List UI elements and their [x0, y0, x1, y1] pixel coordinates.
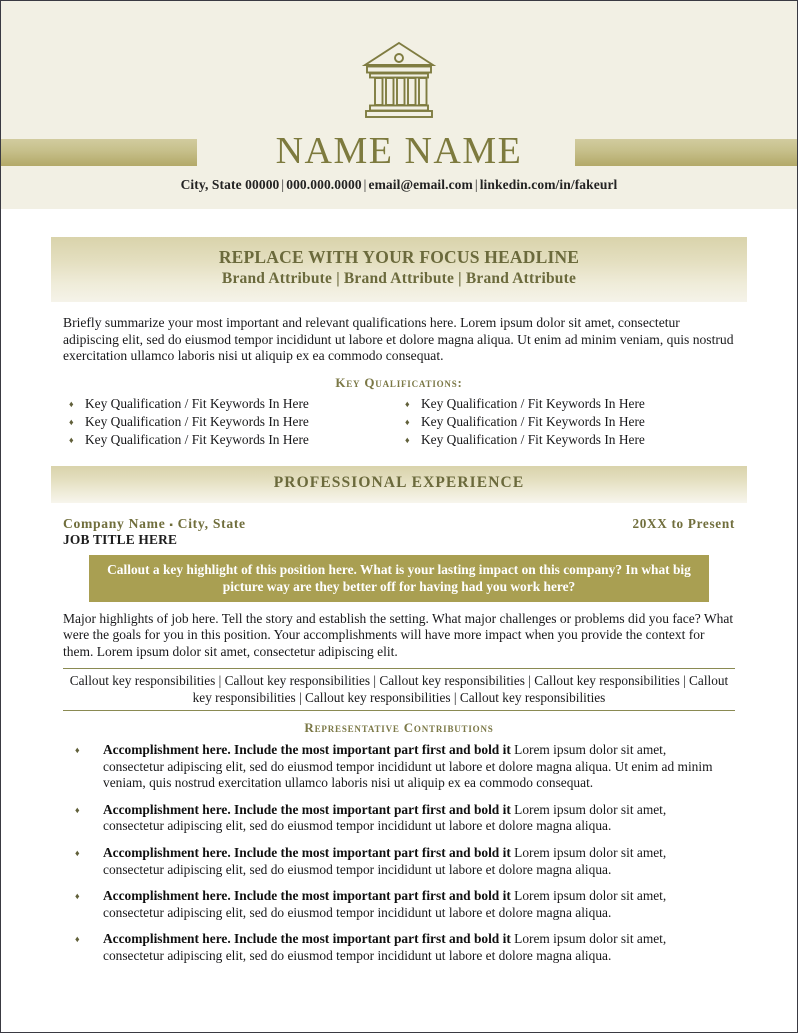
contact-line	[1, 177, 797, 193]
brand-attributes: Brand Attribute | Brand Attribute | Brand Attribute	[221, 270, 577, 287]
list-item	[75, 845, 723, 878]
job-company-location	[63, 516, 246, 532]
focus-headline-band	[51, 237, 747, 302]
list-item	[75, 931, 723, 964]
list-item-label: Key Qualification / Fit Keywords In Here	[85, 431, 309, 447]
list-item	[399, 395, 735, 413]
accomplishment-bold-lead: Accomplishment here. Include the most important part first and bold it	[103, 742, 511, 757]
diamond-bullet-icon: ♦	[405, 434, 410, 445]
list-item-label: Key Qualification / Fit Keywords In Here	[421, 395, 645, 411]
job-title: JOB TITLE HERE	[63, 531, 178, 547]
accomplishment-rest: Lorem ipsum dolor sit amet, consectetur adipiscing elit, sed do eiusmod tempor incididunt ut labore et dolore magna aliqua.	[103, 888, 667, 920]
accomplishment-bold-lead: Accomplishment here. Include the most important part first and bold it	[103, 931, 511, 947]
diamond-bullet-icon: ♦	[75, 804, 80, 815]
diamond-bullet-icon: ♦	[75, 934, 80, 945]
list-item-label: Key Qualification / Fit Keywords In Here	[85, 395, 309, 411]
diamond-bullet-icon: ♦	[69, 398, 74, 409]
diamond-bullet-icon: ♦	[75, 891, 80, 902]
representative-contributions-heading: Representative Contributions	[304, 720, 494, 735]
crest-logo	[1, 35, 797, 127]
contact-phone: 000.000.0000	[286, 177, 362, 192]
diamond-bullet-icon: ♦	[69, 416, 74, 427]
key-qualifications-column-left	[63, 395, 399, 449]
accomplishment-text	[103, 845, 723, 878]
focus-headline: REPLACE WITH YOUR FOCUS HEADLINE	[218, 247, 580, 267]
job-location: City, State	[177, 515, 246, 531]
accomplishment-rest: Lorem ipsum dolor sit amet, consectetur adipiscing elit, sed do eiusmod tempor incididunt ut labore et dolore magna aliqua. Ut enim ad minim veniam, quis nostrud exercitation ullamco laboris nisi ut aliquip ex ea commodo consequat.	[103, 742, 713, 791]
contact-linkedin[interactable]: linkedin.com/in/fakeurl	[479, 177, 618, 192]
contact-separator-3: |	[474, 177, 478, 192]
job-company-name: Company Name	[63, 515, 166, 531]
list-item	[63, 413, 399, 431]
accomplishment-bold-lead: Accomplishment here. Include the most important part first and bold it	[103, 801, 511, 817]
accomplishment-text	[103, 802, 723, 835]
key-qualifications-heading: Key Qualifications:	[335, 374, 463, 390]
job-paragraph: Major highlights of job here. Tell the story and establish the setting. What major challenges or problems did you face? What were the goals for you in this position. Your accomplishments will have more impact when you provide the context for them. Lorem ipsum dolor sit amet, consectetur adipiscing elit.	[63, 610, 734, 659]
name-banner	[1, 131, 797, 175]
list-item	[75, 802, 723, 835]
company-separator-icon: ▪	[169, 519, 174, 531]
job-header-row	[63, 516, 735, 532]
key-qualifications-column-right	[399, 395, 735, 449]
accomplishment-text	[103, 888, 723, 921]
diamond-bullet-icon: ♦	[405, 398, 410, 409]
summary-paragraph: Briefly summarize your most important and relevant qualifications here. Lorem ipsum dolor sit amet, consectetur adipiscing elit, sed do eiusmod tempor incididunt ut labore et dolore magna aliqua. Ut enim ad minim veniam, quis nostrud exercitation ullamco laboris nisi ut aliquip ex ea commodo consequat.	[63, 315, 734, 364]
key-qualifications-list	[63, 395, 735, 449]
accomplishment-text	[103, 931, 723, 964]
key-responsibilities-block: Callout key responsibilities | Callout key responsibilities | Callout key responsibilities | Callout key responsibilities | Callout key responsibilities | Callout key responsibilities | Callout key responsibilities	[63, 668, 735, 711]
accomplishment-bold-lead: Accomplishment here. Include the most important part first and bold it	[103, 888, 511, 904]
diamond-bullet-icon: ♦	[405, 416, 410, 427]
accomplishments-list	[75, 742, 723, 965]
resume-body	[1, 237, 797, 965]
page-title: NAME NAME	[275, 130, 523, 172]
accomplishment-rest: Lorem ipsum dolor sit amet, consectetur adipiscing elit, sed do eiusmod tempor incididunt ut labore et dolore magna aliqua.	[103, 801, 667, 834]
contact-email[interactable]: email@email.com	[368, 177, 473, 192]
contact-separator-2: |	[363, 177, 367, 192]
professional-experience-band	[51, 466, 747, 503]
list-item-label: Key Qualification / Fit Keywords In Here	[421, 413, 645, 429]
job-callout-box: Callout a key highlight of this position here. What is your lasting impact on this company? In what big picture way are they better off for having had you work here?	[89, 555, 709, 602]
diamond-bullet-icon: ♦	[75, 847, 80, 858]
list-item-label: Key Qualification / Fit Keywords In Here	[421, 431, 645, 447]
accomplishment-rest: Lorem ipsum dolor sit amet, consectetur adipiscing elit, sed do eiusmod tempor incididunt ut labore et dolore magna aliqua.	[103, 844, 667, 877]
section-title-experience: PROFESSIONAL EXPERIENCE	[273, 473, 525, 491]
contact-location: City, State 00000	[180, 177, 280, 192]
list-item	[75, 742, 723, 792]
list-item	[399, 431, 735, 449]
list-item	[63, 431, 399, 449]
accomplishment-text	[103, 742, 723, 792]
job-dates: 20XX to Present	[632, 515, 735, 531]
list-item	[75, 888, 723, 921]
diamond-bullet-icon: ♦	[69, 434, 74, 445]
resume-header	[1, 1, 797, 209]
diamond-bullet-icon: ♦	[75, 745, 80, 755]
contact-separator-1: |	[281, 177, 285, 192]
list-item	[63, 395, 399, 413]
list-item-label: Key Qualification / Fit Keywords In Here	[85, 413, 309, 429]
accomplishment-bold-lead: Accomplishment here. Include the most important part first and bold it	[103, 844, 511, 860]
list-item	[399, 413, 735, 431]
accomplishment-rest: Lorem ipsum dolor sit amet, consectetur adipiscing elit, sed do eiusmod tempor incididunt ut labore et dolore magna aliqua.	[103, 931, 667, 963]
